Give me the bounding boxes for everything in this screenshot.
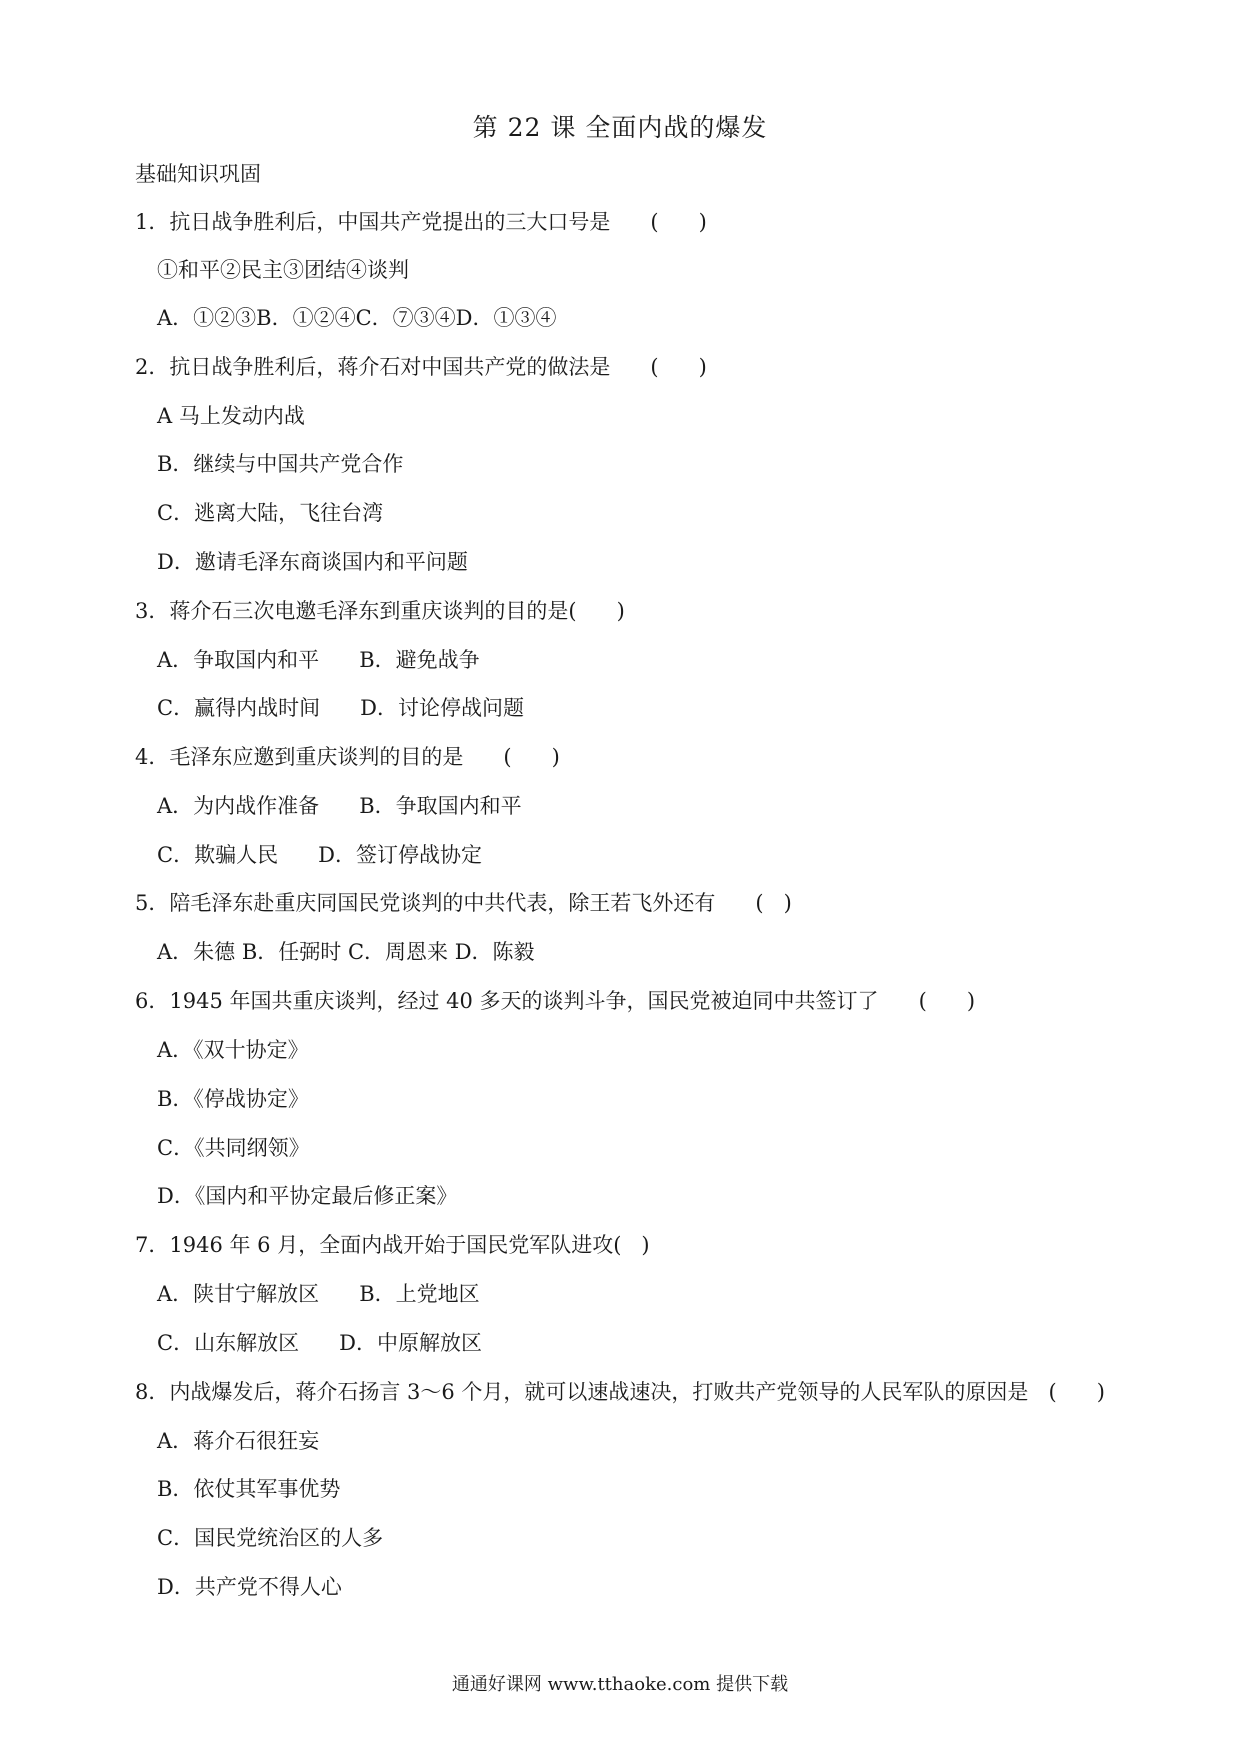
question-6-option-a: A．《双十协定》 xyxy=(157,1038,309,1062)
question-4-stem: 4．毛泽东应邀到重庆谈判的目的是 ( ) xyxy=(135,745,560,769)
question-1-line-1: ①和平②民主③团结④谈判 xyxy=(157,258,409,282)
question-5-stem: 5．陪毛泽东赴重庆同国民党谈判的中共代表，除王若飞外还有 ( ) xyxy=(135,891,792,915)
question-3-stem: 3．蒋介石三次电邀毛泽东到重庆谈判的目的是( ) xyxy=(135,599,625,623)
question-5-options: A．朱德 B．任弼时 C．周恩来 D．陈毅 xyxy=(157,940,535,964)
question-3-options-ab: A．争取国内和平 B．避免战争 xyxy=(157,648,480,672)
question-8-stem: 8．内战爆发后，蒋介石扬言 3～6 个月，就可以速战速决，打败共产党领导的人民军队的原因是 ( ) xyxy=(135,1380,1105,1404)
question-4-options-ab: A．为内战作准备 B．争取国内和平 xyxy=(157,794,522,818)
question-1-stem: 1．抗日战争胜利后，中国共产党提出的三大口号是 ( ) xyxy=(135,210,707,234)
question-6-option-b: B．《停战协定》 xyxy=(157,1087,309,1111)
page-title: 第 22 课 全面内战的爆发 xyxy=(472,113,768,142)
question-8-option-b: B．依仗其军事优势 xyxy=(157,1477,341,1501)
question-4-options-cd: C．欺骗人民 D．签订停战协定 xyxy=(157,843,482,867)
question-2-option-c: C．逃离大陆，飞往台湾 xyxy=(157,501,384,525)
question-2-stem: 2．抗日战争胜利后，蒋介石对中国共产党的做法是 ( ) xyxy=(135,355,707,379)
question-8-option-c: C．国民党统治区的人多 xyxy=(157,1526,384,1550)
question-6-stem: 6．1945 年国共重庆谈判，经过 40 多天的谈判斗争，国民党被迫同中共签订了 ( ) xyxy=(135,989,976,1013)
question-1-options: A．①②③B．①②④C．⑦③④D．①③④ xyxy=(157,306,557,330)
question-7-options-ab: A．陕甘宁解放区 B．上党地区 xyxy=(157,1282,480,1306)
question-2-option-d: D．邀请毛泽东商谈国内和平问题 xyxy=(157,550,468,574)
question-6-option-c: C．《共同纲领》 xyxy=(157,1136,310,1160)
question-3-options-cd: C．赢得内战时间 D．讨论停战问题 xyxy=(157,696,524,720)
page-footer: 通通好课网 www.tthaoke.com 提供下载 xyxy=(451,1674,789,1695)
question-6-option-d: D．《国内和平协定最后修正案》 xyxy=(157,1184,458,1208)
question-7-options-cd: C．山东解放区 D．中原解放区 xyxy=(157,1331,482,1355)
question-2-option-b: B．继续与中国共产党合作 xyxy=(157,452,404,476)
question-8-option-a: A．蒋介石很狂妄 xyxy=(157,1429,320,1453)
question-7-stem: 7．1946 年 6 月，全面内战开始于国民党军队进攻( ) xyxy=(135,1233,650,1257)
question-8-option-d: D．共产党不得人心 xyxy=(157,1575,342,1599)
question-2-option-a: A 马上发动内战 xyxy=(157,404,305,428)
section-heading: 基础知识巩固 xyxy=(135,162,261,186)
